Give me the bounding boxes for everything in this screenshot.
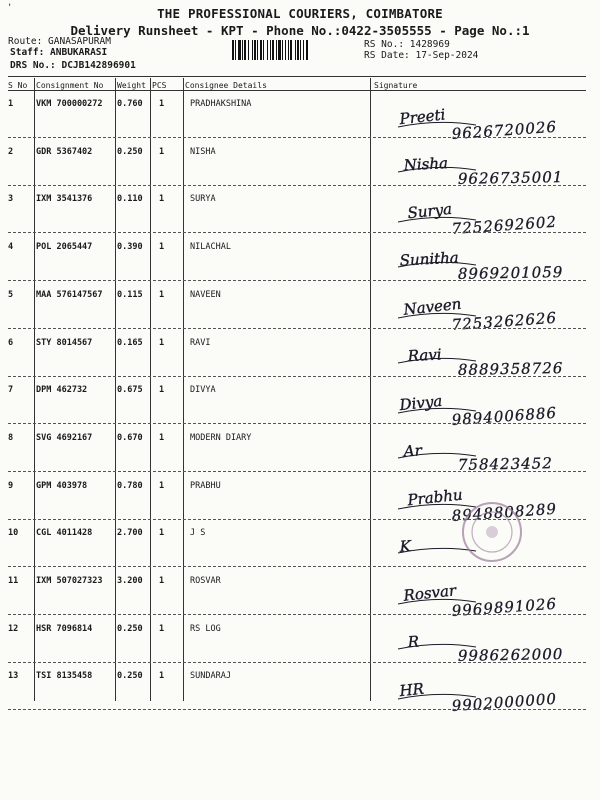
barcode-bar — [288, 40, 289, 60]
cell-consignment-no: GDR 5367402 — [36, 146, 93, 157]
cell-weight: 0.115 — [117, 289, 143, 300]
col-header-sno: S No — [8, 81, 28, 90]
cell-weight: 0.670 — [117, 432, 143, 443]
cell-sno: 5 — [8, 289, 14, 300]
row-separator — [8, 328, 586, 329]
cell-pcs: 1 — [159, 480, 165, 491]
col-header-pcs: PCS — [152, 81, 167, 90]
cell-consignee: PRADHAKSHINA — [190, 99, 252, 109]
signature-phone: 9986262000 — [457, 644, 564, 665]
row-separator — [8, 423, 586, 424]
handwritten-signature — [370, 671, 600, 721]
row-separator — [8, 662, 586, 663]
cell-weight: 3.200 — [117, 576, 143, 586]
handwritten-signature — [370, 242, 600, 292]
cell-consignee: J S — [190, 528, 206, 539]
signature-name: Naveen — [402, 294, 463, 319]
cell-pcs: 1 — [159, 337, 165, 348]
barcode-bar — [303, 40, 304, 60]
handwritten-signature — [370, 576, 600, 626]
signature-name: Nisha — [403, 153, 449, 175]
cell-pcs: 1 — [159, 385, 165, 396]
cell-weight: 0.165 — [117, 337, 143, 348]
row-separator — [8, 137, 586, 138]
column-divider — [183, 78, 184, 701]
cell-weight: 0.780 — [117, 480, 143, 491]
barcode-bar — [282, 40, 283, 60]
cell-weight: 0.250 — [117, 146, 143, 157]
handwritten-signature — [370, 147, 600, 197]
row-separator — [8, 709, 586, 710]
signature-name: Surya — [406, 200, 453, 223]
cell-sno: 1 — [8, 99, 14, 109]
signature-phone: 7253262626 — [451, 308, 558, 334]
cell-consignment-no: IXM 507027323 — [36, 576, 103, 586]
column-divider — [115, 78, 116, 701]
cell-consignee: SUNDARAJ — [190, 671, 231, 682]
delivery-stamp — [460, 500, 524, 564]
signature-phone: 8969201059 — [457, 263, 564, 284]
cell-sno: 8 — [8, 432, 14, 443]
col-header-signature: Signature — [374, 81, 418, 90]
drs-number: DRS No.: DCJB142896901 — [10, 60, 136, 71]
cell-pcs: 1 — [159, 576, 165, 586]
barcode-bar — [244, 40, 246, 60]
barcode-bar — [260, 40, 262, 60]
handwritten-signature — [370, 433, 600, 483]
row-separator — [8, 185, 586, 186]
col-header-weight: Weight — [117, 81, 146, 90]
signature-phone: 9902000000 — [451, 690, 558, 716]
barcode-bar — [232, 40, 234, 60]
barcode-bar — [238, 40, 241, 60]
row-separator — [8, 232, 586, 233]
signature-name: R — [407, 632, 420, 651]
corner-mark: ' — [7, 3, 13, 13]
barcode-bar — [248, 40, 249, 60]
signature-phone: 7252692602 — [451, 213, 558, 239]
cell-consignee: RAVI — [190, 337, 211, 348]
signature-phone: 8889358726 — [457, 358, 564, 379]
handwritten-signature — [370, 194, 600, 244]
barcode-bar — [252, 40, 253, 60]
rs-number: RS No.: 1428969 — [364, 39, 450, 50]
cell-weight: 0.250 — [117, 671, 143, 682]
barcode-bar — [297, 40, 299, 60]
cell-sno: 3 — [8, 194, 14, 205]
cell-weight: 0.390 — [117, 242, 143, 253]
barcode-bar — [254, 40, 256, 60]
signature-phone: 8948808289 — [451, 499, 558, 525]
barcode-bar — [242, 40, 243, 60]
cell-consignee: ROSVAR — [190, 576, 221, 586]
cell-consignment-no: GPM 403978 — [36, 480, 88, 491]
cell-weight: 0.675 — [117, 385, 143, 396]
cell-pcs: 1 — [159, 671, 165, 682]
cell-consignee: MODERN DIARY — [190, 432, 252, 443]
rs-date: RS Date: 17-Sep-2024 — [364, 50, 479, 61]
cell-pcs: 1 — [159, 289, 165, 300]
barcode-bar — [278, 40, 281, 60]
cell-sno: 4 — [8, 242, 14, 253]
cell-weight: 2.700 — [117, 528, 143, 539]
cell-consignee: NILACHAL — [190, 242, 231, 253]
cell-consignee: PRABHU — [190, 480, 221, 491]
barcode-bar — [270, 40, 271, 60]
route-label: Route: GANASAPURAM — [8, 36, 111, 47]
cell-pcs: 1 — [159, 623, 165, 634]
company-name: THE PROFESSIONAL COURIERS, COIMBATORE — [157, 6, 443, 21]
barcode-bar — [285, 40, 286, 60]
handwritten-signature — [370, 99, 600, 149]
signature-phone: 9969891026 — [451, 594, 558, 621]
column-divider — [34, 78, 35, 701]
cell-consignment-no: TSI 8135458 — [36, 671, 93, 682]
signature-name: K — [399, 537, 412, 556]
barcode-bar — [263, 40, 264, 60]
row-separator — [8, 280, 586, 281]
header-top-rule — [8, 76, 586, 77]
col-header-consignee: Consignee Details — [185, 81, 267, 90]
signature-name: Divya — [398, 391, 444, 415]
col-header-consignment: Consignment No — [36, 81, 104, 90]
cell-consignee: NISHA — [190, 146, 216, 157]
barcode — [232, 40, 360, 60]
cell-consignment-no: DPM 462732 — [36, 385, 88, 396]
barcode-bar — [295, 40, 296, 60]
signature-name: Sunitha — [399, 248, 460, 270]
signature-phone: 9626735001 — [457, 167, 564, 188]
cell-pcs: 1 — [159, 528, 165, 539]
cell-consignment-no: STY 8014567 — [36, 337, 93, 348]
signature-name: Ar — [403, 441, 423, 461]
handwritten-signature — [370, 624, 600, 674]
cell-consignment-no: SVG 4692167 — [36, 432, 93, 443]
barcode-bar — [272, 40, 274, 60]
row-separator — [8, 614, 586, 615]
cell-consignee: RS LOG — [190, 623, 221, 634]
cell-pcs: 1 — [159, 194, 165, 205]
cell-consignee: SURYA — [190, 194, 216, 205]
barcode-bar — [290, 40, 292, 60]
cell-consignment-no: VKM 700000272 — [36, 99, 103, 109]
barcode-bar — [235, 40, 236, 60]
barcode-bar — [267, 40, 268, 60]
cell-consignment-no: MAA 576147567 — [36, 289, 103, 300]
barcode-bar — [276, 40, 277, 60]
signature-name: Preeti — [398, 105, 447, 129]
cell-consignee: DIVYA — [190, 385, 216, 396]
cell-consignee: NAVEEN — [190, 289, 221, 300]
row-separator — [8, 471, 586, 472]
cell-pcs: 1 — [159, 242, 165, 253]
barcode-bar — [306, 40, 308, 60]
cell-sno: 11 — [8, 576, 19, 586]
cell-sno: 7 — [8, 385, 14, 396]
barcode-bar — [257, 40, 258, 60]
cell-sno: 2 — [8, 146, 14, 157]
column-divider — [150, 78, 151, 701]
signature-phone: 758423452 — [457, 454, 553, 474]
cell-pcs: 1 — [159, 146, 165, 157]
row-separator — [8, 566, 586, 567]
cell-weight: 0.250 — [117, 623, 143, 634]
header-bottom-rule — [8, 90, 586, 91]
signature-name: Prabhu — [406, 485, 464, 509]
cell-consignment-no: IXM 3541376 — [36, 194, 93, 205]
cell-weight: 0.760 — [117, 99, 143, 109]
row-separator — [8, 376, 586, 377]
handwritten-signature — [370, 338, 600, 388]
barcode-bar — [300, 40, 301, 60]
handwritten-signature — [370, 385, 600, 435]
signature-name: Rosvar — [402, 581, 457, 605]
cell-sno: 9 — [8, 480, 14, 491]
cell-sno: 6 — [8, 337, 14, 348]
signature-phone: 9894006886 — [451, 403, 558, 430]
staff-label: Staff: ANBUKARASI — [10, 47, 108, 58]
runsheet-title: Delivery Runsheet - KPT - Phone No.:0422-3505555 - Page No.:1 — [70, 23, 530, 38]
cell-sno: 10 — [8, 528, 19, 539]
signature-name: HR — [398, 680, 425, 701]
handwritten-signature — [370, 290, 600, 340]
signature-phone: 9626720026 — [451, 117, 558, 144]
cell-consignment-no: HSR 7096814 — [36, 623, 93, 634]
cell-consignment-no: CGL 4011428 — [36, 528, 93, 539]
cell-sno: 13 — [8, 671, 19, 682]
signature-name: Ravi — [407, 344, 443, 365]
cell-pcs: 1 — [159, 432, 165, 443]
cell-weight: 0.110 — [117, 194, 143, 205]
cell-pcs: 1 — [159, 99, 165, 109]
cell-sno: 12 — [8, 623, 19, 634]
cell-consignment-no: POL 2065447 — [36, 242, 93, 253]
